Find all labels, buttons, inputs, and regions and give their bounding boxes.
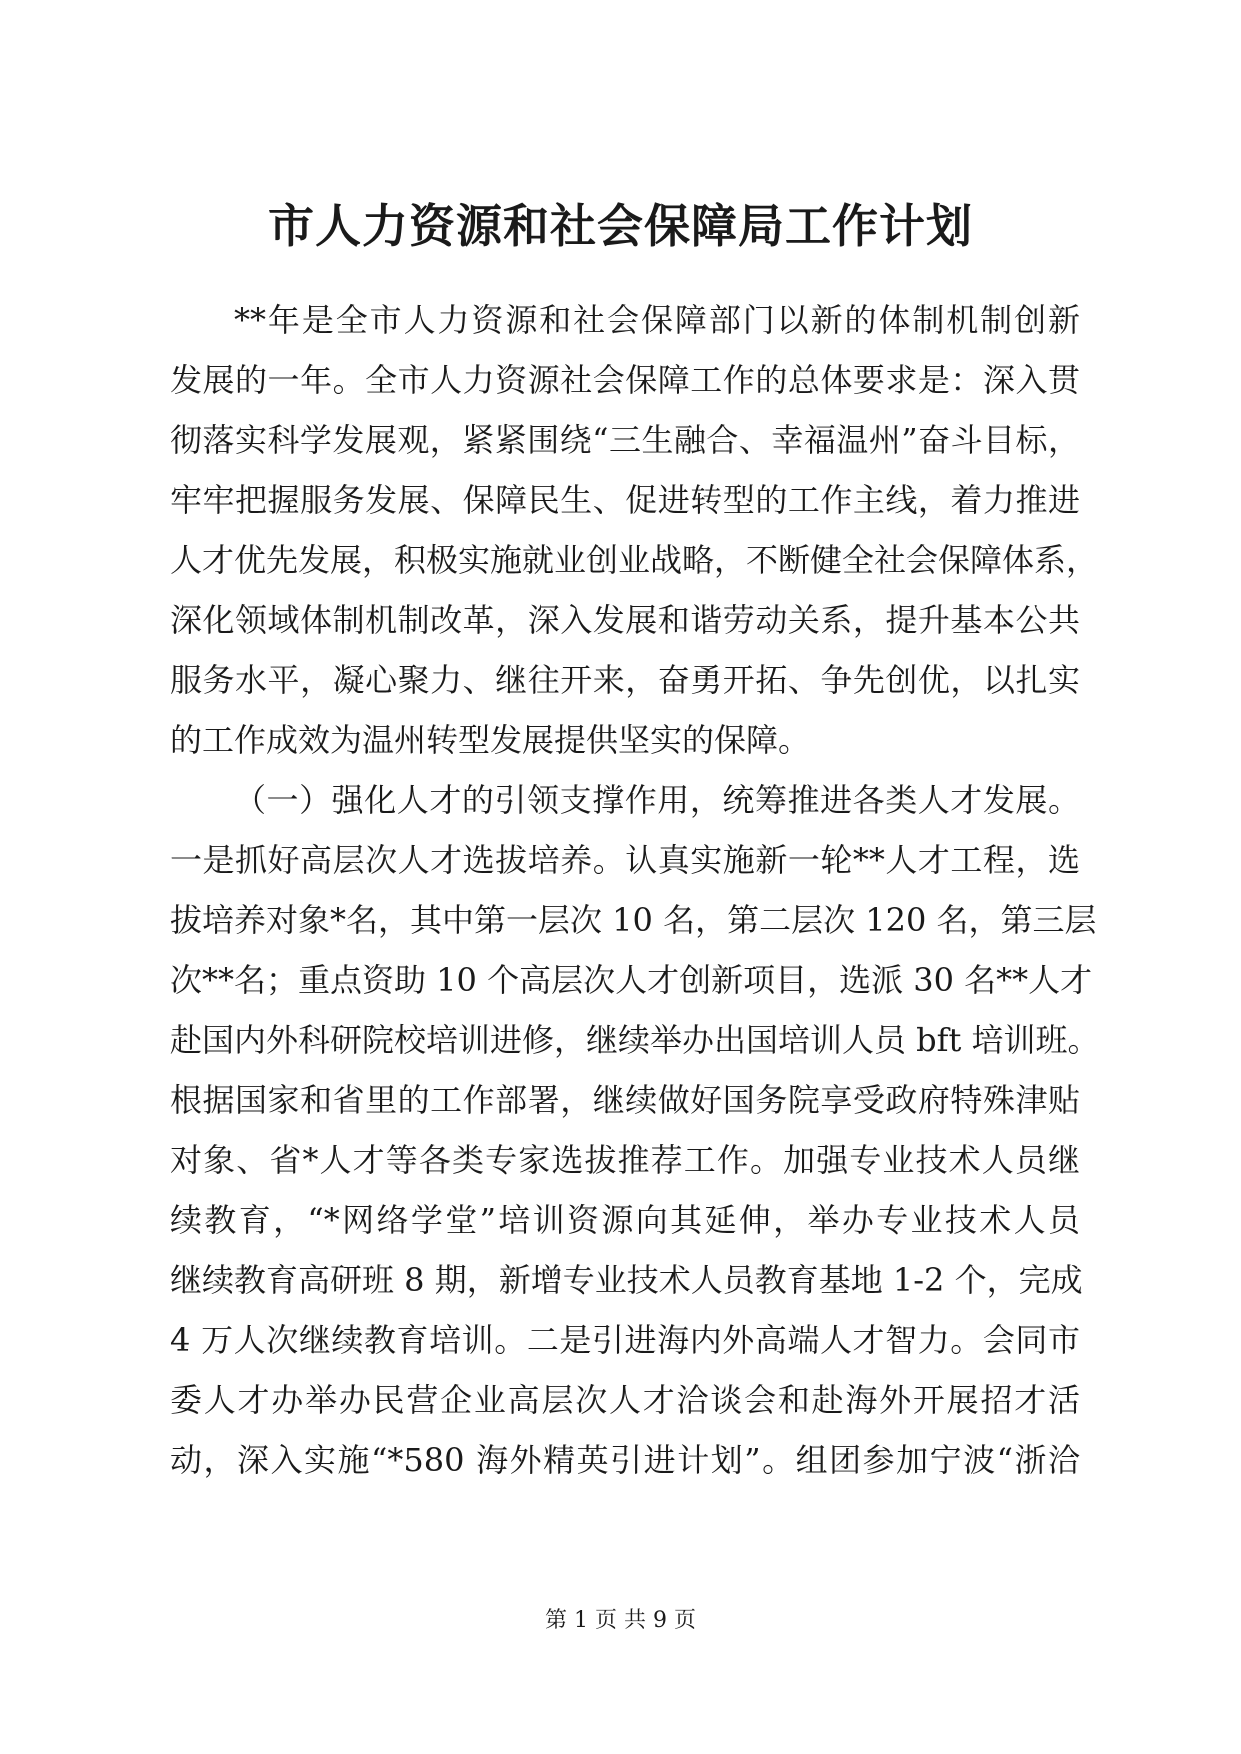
paragraph-line: 续教育，“*网络学堂”培训资源向其延伸，举办专业技术人员 [170,1201,1080,1239]
paragraph-line: 一是抓好高层次人才选拔培养。认真实施新一轮**人才工程，选 [170,841,1080,879]
paragraph-line: 继续教育高研班 8 期，新增专业技术人员教育基地 1-2 个，完成 [170,1261,1083,1299]
document-title: 市人力资源和社会保障局工作计划 [268,199,973,253]
paragraph-line: 赴国内外科研院校培训进修，继续举办出国培训人员 bft 培训班。 [170,1021,1100,1059]
paragraph-line: 深化领域体制机制改革，深入发展和谐劳动关系，提升基本公共 [170,601,1080,639]
paragraph-line: 彻落实科学发展观，紧紧围绕“三生融合、幸福温州”奋斗目标， [170,421,1080,459]
paragraph-line: 委人才办举办民营企业高层次人才洽谈会和赴海外开展招才活 [170,1381,1080,1419]
paragraph-line: 动，深入实施“*580 海外精英引进计划”。组团参加宁波“浙洽 [170,1441,1080,1479]
page-number-footer: 第 1 页 共 9 页 [545,1608,696,1633]
paragraph-line: 对象、省*人才等各类专家选拔推荐工作。加强专业技术人员继 [170,1141,1080,1179]
paragraph-line: 的工作成效为温州转型发展提供坚实的保障。 [170,721,811,759]
document-body [170,290,1100,1490]
paragraph-line: 人才优先发展，积极实施就业创业战略，不断健全社会保障体系， [170,541,1099,579]
paragraph-line: 牢牢把握服务发展、保障民生、促进转型的工作主线，着力推进 [170,481,1080,519]
paragraph-line: 发展的一年。全市人力资源社会保障工作的总体要求是：深入贯 [170,361,1080,399]
paragraph-line: 4 万人次继续教育培训。二是引进海内外高端人才智力。会同市 [170,1321,1080,1359]
paragraph-line: **年是全市人力资源和社会保障部门以新的体制机制创新 [234,301,1080,339]
paragraph-line: 次**名；重点资助 10 个高层次人才创新项目，选派 30 名**人才 [170,961,1093,999]
section-heading-line: （一）强化人才的引领支撑作用，统筹推进各类人才发展。 [234,781,1080,819]
paragraph-line: 根据国家和省里的工作部署，继续做好国务院享受政府特殊津贴 [170,1081,1080,1119]
paragraph-line: 拔培养对象*名，其中第一层次 10 名，第二层次 120 名，第三层 [170,901,1097,939]
paragraph-line: 服务水平，凝心聚力、继往开来，奋勇开拓、争先创优，以扎实 [170,661,1080,699]
